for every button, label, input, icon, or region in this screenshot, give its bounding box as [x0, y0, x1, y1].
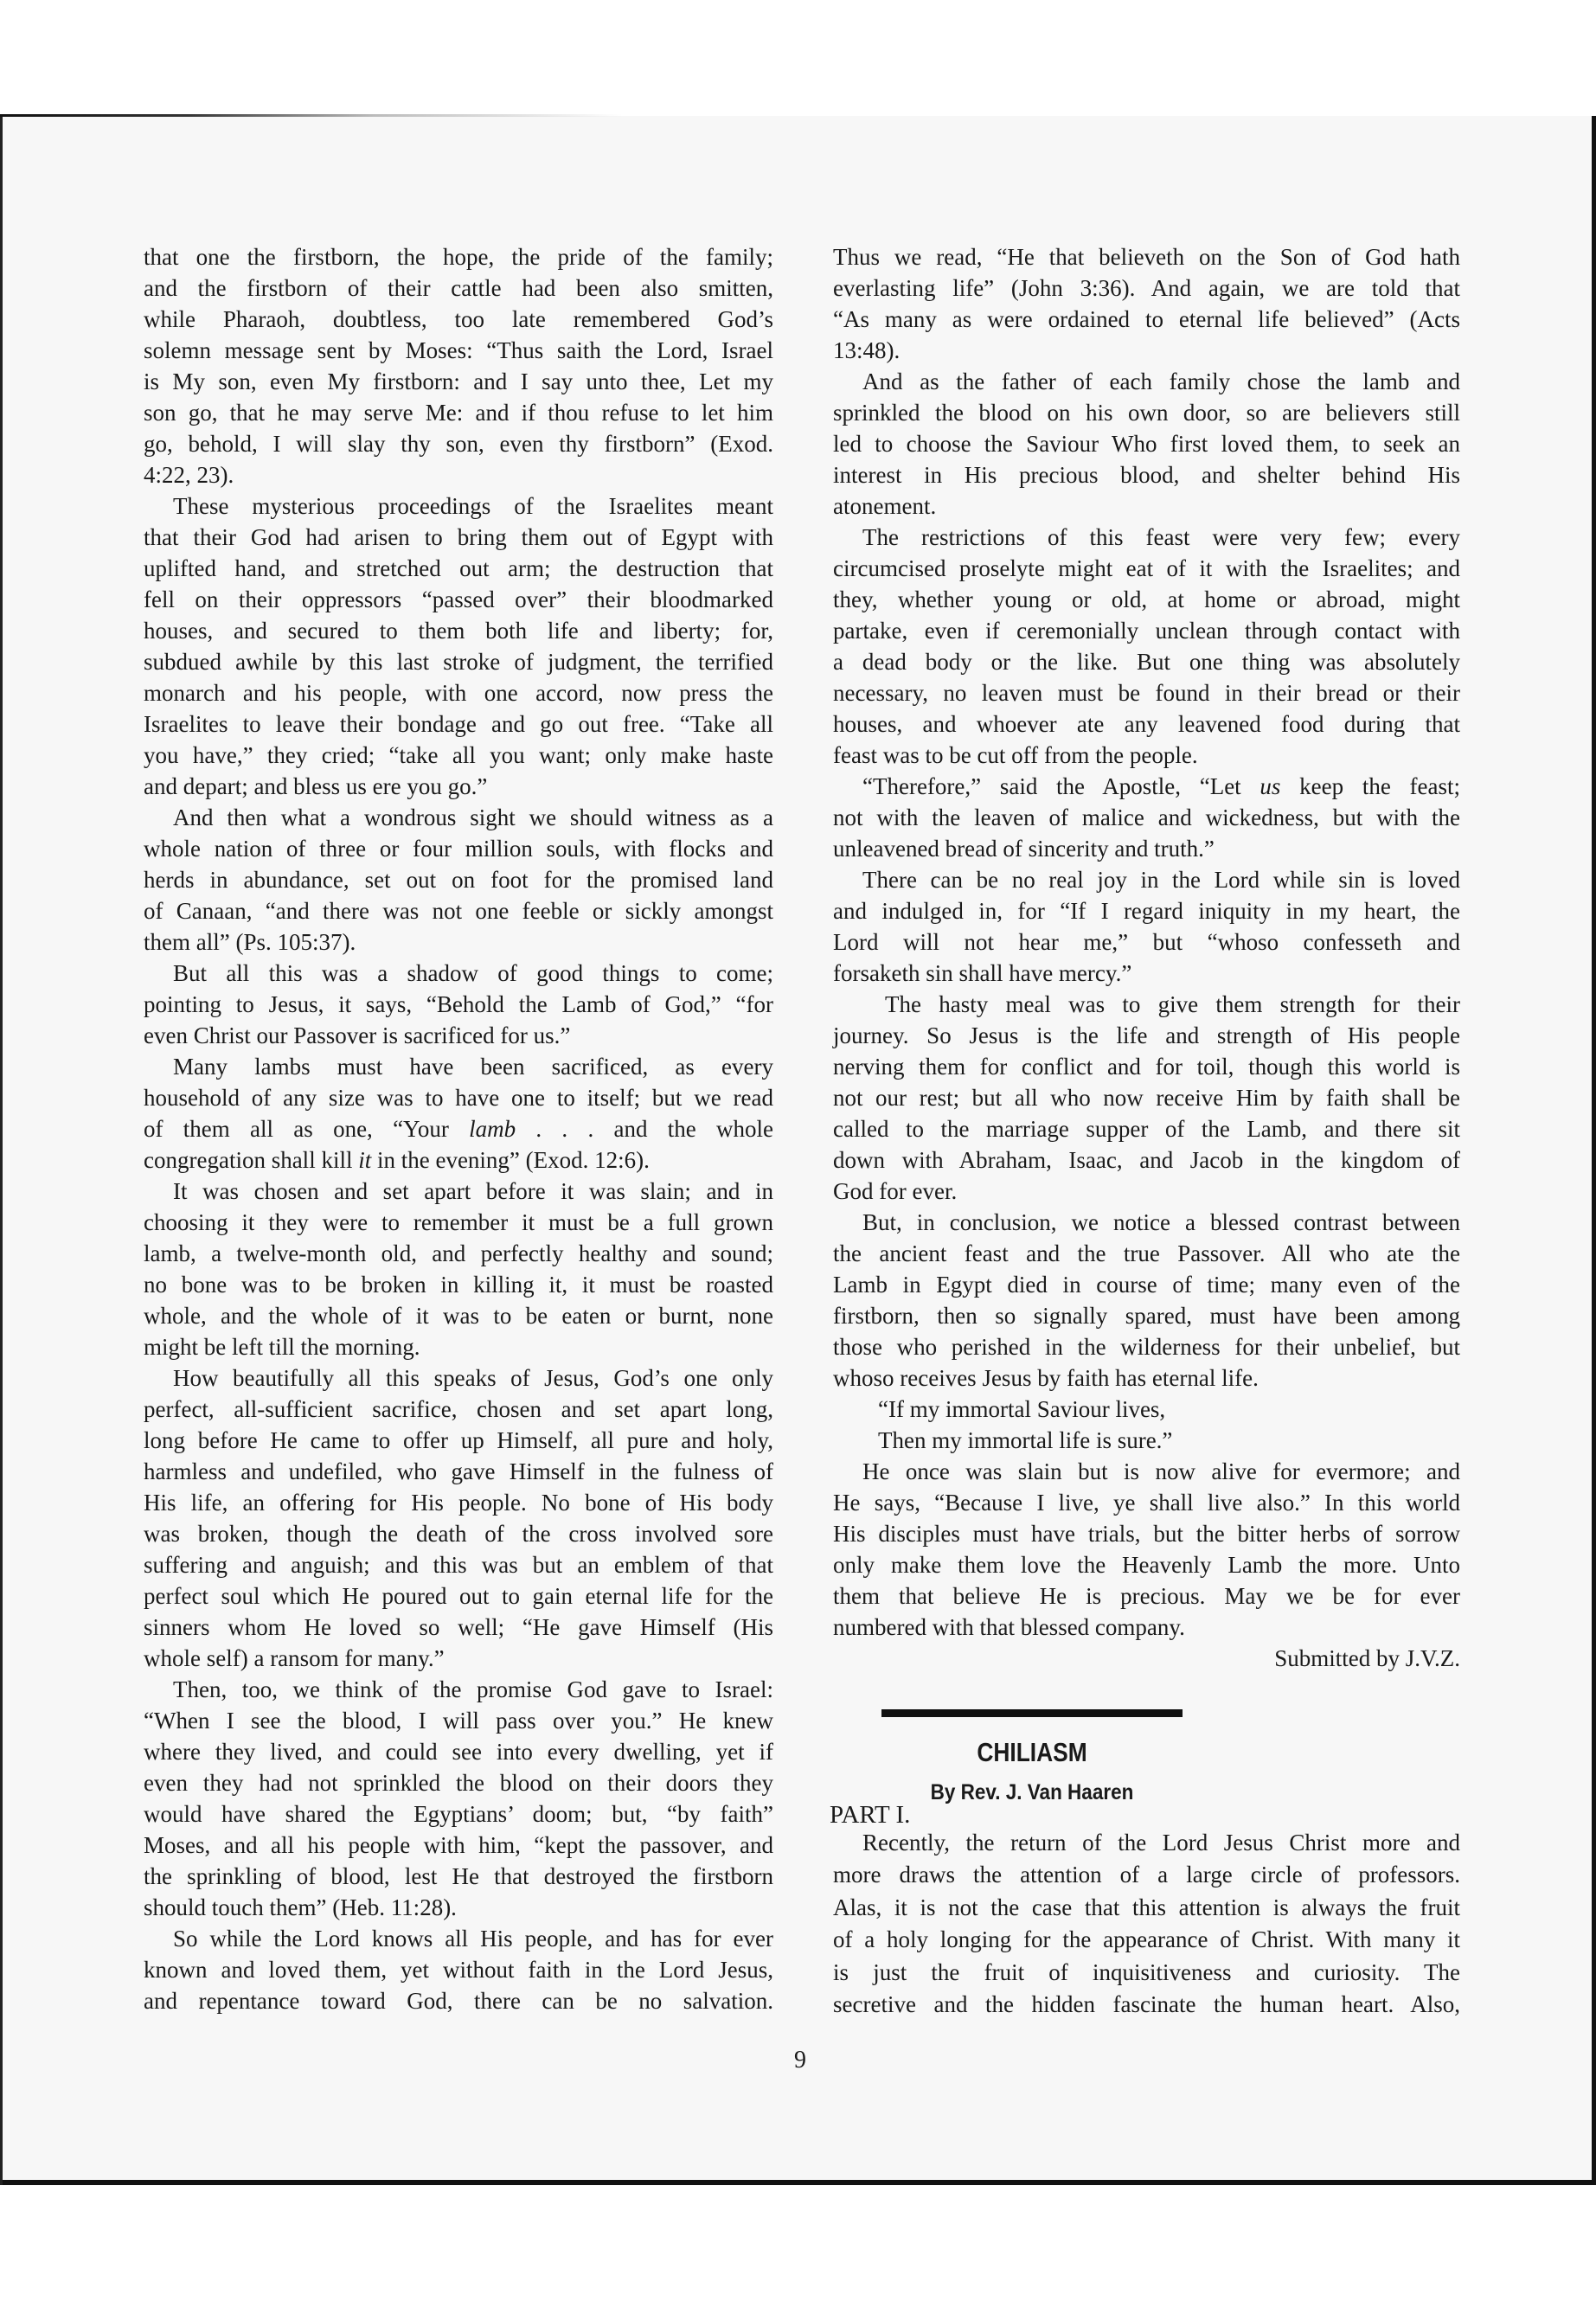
paragraph: [144, 1051, 773, 1176]
text-span: keep the feast;: [1280, 773, 1460, 799]
text-line: Many lambs must have been sacrificed, as every: [173, 1054, 773, 1080]
text-line: Lamb in Egypt died in course of time; many even of the: [833, 1272, 1460, 1298]
right-column: [833, 241, 1460, 1674]
text-line: should touch them” (Heb. 11:28).: [144, 1894, 457, 1920]
article-byline: By Rev. J. Van Haaren: [930, 1780, 1134, 1804]
text-line: sprinkled the blood on his own door, so are believers still: [833, 400, 1460, 426]
text-line: feast was to be cut off from the people.: [833, 742, 1198, 768]
text-line: the ancient feast and the true Passover. All who ate the: [833, 1240, 1460, 1266]
text-line: whole, and the whole of it was to be eaten or burnt, none: [144, 1303, 773, 1329]
text-line: not with the leaven of malice and wickedness, but with the: [833, 804, 1460, 830]
text-line: led to choose the Saviour Who first loved them, to seek an: [833, 431, 1460, 457]
text-line: go, behold, I will slay thy son, even thy firstborn” (Exod.: [144, 431, 773, 457]
page-number: 9: [794, 2047, 806, 2073]
article-title: CHILIASM: [977, 1737, 1087, 1767]
text-line: and the firstborn of their cattle had been also smitten,: [144, 275, 773, 301]
text-line: subdued awhile by this last stroke of judgment, the terrified: [144, 649, 773, 675]
text-line: The hasty meal was to give them strength for their: [885, 991, 1460, 1017]
left-column: [144, 241, 773, 2016]
paragraph: [144, 1176, 773, 1362]
text-line: sinners whom He loved so well; “He gave Himself (His: [144, 1614, 773, 1640]
signature: [833, 1643, 1460, 1674]
text-span: of them all as one, “Your: [144, 1116, 470, 1142]
text-line: even they had not sprinkled the blood on their doors they: [144, 1770, 773, 1796]
text-line: harmless and undefiled, who gave Himself in the fulness of: [144, 1458, 773, 1484]
text-line: would have shared the Egyptians’ doom; but, “by faith”: [144, 1801, 773, 1827]
text-line: numbered with that blessed company.: [833, 1614, 1185, 1640]
text-line: firstborn, then so signally spared, must have been among: [833, 1303, 1460, 1329]
text-line: not our rest; but all who now receive Him by faith shall be: [833, 1085, 1460, 1111]
text-line: the sprinkling of blood, lest He that destroyed the firstborn: [144, 1863, 773, 1889]
paragraph: [833, 366, 1460, 522]
text-line: 13:48).: [833, 337, 901, 363]
text-line: whoso receives Jesus by faith has eternal life.: [833, 1365, 1259, 1391]
paragraph: [144, 490, 773, 802]
text-line: God for ever.: [833, 1178, 958, 1204]
text-line: [833, 771, 1460, 802]
text-line: they, whether young or old, at home or abroad, might: [833, 586, 1460, 612]
text-line: while Pharaoh, doubtless, too late remembered God’s: [144, 306, 773, 332]
text-line: journey. So Jesus is the life and strength of His people: [833, 1022, 1460, 1048]
text-line: forsaketh sin shall have mercy.”: [833, 960, 1132, 986]
text-line: no bone was to be broken in killing it, it must be roasted: [144, 1272, 773, 1298]
text-line: might be left till the morning.: [144, 1334, 420, 1360]
paragraph: [144, 958, 773, 1051]
text-line: perfect, all-sufficient sacrifice, chosen and set apart long,: [144, 1396, 773, 1422]
text-line: The restrictions of this feast were very few; every: [862, 524, 1460, 550]
text-line: son go, that he may serve Me: and if thou refuse to let him: [144, 400, 773, 426]
paragraph: [144, 1923, 773, 2016]
text-span: “Therefore,” said the Apostle, “Let: [862, 773, 1260, 799]
text-line: of a holy longing for the appearance of Christ. With many it: [833, 1926, 1460, 1953]
paragraph: [144, 802, 773, 958]
text-span: . . . and the whole: [516, 1116, 773, 1142]
italic-text: it: [358, 1147, 372, 1173]
text-line: long before He came to offer up Himself, all pure and holy,: [144, 1427, 773, 1453]
text-line: “As many as were ordained to eternal life believed” (Acts: [833, 306, 1460, 332]
text-line: a dead body or the like. But one thing was absolutely: [833, 649, 1460, 675]
text-line: pointing to Jesus, it says, “Behold the Lamb of God,” “for: [144, 991, 773, 1017]
text-line: that one the firstborn, the hope, the pride of the family;: [144, 244, 773, 270]
text-line: And as the father of each family chose the lamb and: [862, 369, 1460, 394]
verse-quote: [833, 1394, 1460, 1456]
article-part-label: PART I.: [830, 1801, 911, 1829]
text-line: partake, even if ceremonially unclean through contact with: [833, 618, 1460, 644]
text-line: These mysterious proceedings of the Israelites meant: [173, 493, 773, 519]
text-line: circumcised proselyte might eat of it with the Israelites; and: [833, 555, 1460, 581]
text-line: more draws the attention of a large circle of professors.: [833, 1862, 1460, 1888]
text-line: even Christ our Passover is sacrificed for us.”: [144, 1022, 571, 1048]
text-line: suffering and anguish; and this was but an emblem of that: [144, 1552, 773, 1578]
text-line: interest in His precious blood, and shelter behind His: [833, 462, 1460, 488]
text-line: He once was slain but is now alive for evermore; and: [862, 1458, 1460, 1484]
text-line: houses, and whoever ate any leavened food during that: [833, 711, 1460, 737]
text-line: How beautifully all this speaks of Jesus, God’s one only: [173, 1365, 773, 1391]
text-line: But all this was a shadow of good things to come;: [173, 960, 773, 986]
text-line: whole self) a ransom for many.”: [144, 1645, 445, 1671]
text-line: and repentance toward God, there can be no salvation.: [144, 1988, 773, 2014]
text-line: whole nation of three or four million souls, with flocks and: [144, 836, 773, 862]
text-line: called to the marriage supper of the Lamb, and there sit: [833, 1116, 1460, 1142]
paragraph: [144, 241, 773, 490]
text-line: Lord will not hear me,” but “whoso confesseth and: [833, 929, 1460, 955]
text-line: So while the Lord knows all His people, and has for ever: [173, 1926, 773, 1952]
text-line: Submitted by J.V.Z.: [1274, 1645, 1460, 1671]
text-line: herds in abundance, set out on foot for the promised land: [144, 867, 773, 893]
paragraph: [144, 1674, 773, 1923]
text-line: It was chosen and set apart before it was slain; and in: [173, 1178, 773, 1204]
section-divider-rule: [881, 1709, 1183, 1717]
text-line: [144, 1113, 773, 1144]
text-line: and depart; and bless us ere you go.”: [144, 773, 488, 799]
text-line: only make them love the Heavenly Lamb the more. Unto: [833, 1552, 1460, 1578]
page-edge-left: [0, 116, 3, 2185]
text-line: solemn message sent by Moses: “Thus saith the Lord, Israel: [144, 337, 773, 363]
italic-text: us: [1259, 773, 1281, 799]
text-line: monarch and his people, with one accord, now press the: [144, 680, 773, 706]
text-line: His life, an offering for His people. No bone of His body: [144, 1490, 773, 1516]
text-line: lamb, a twelve-month old, and perfectly healthy and sound;: [144, 1240, 773, 1266]
paragraph: [144, 1362, 773, 1674]
text-line: that their God had arisen to bring them out of Egypt with: [144, 524, 773, 550]
paragraph: [833, 771, 1460, 864]
text-line: was broken, though the death of the cross involved sore: [144, 1521, 773, 1547]
text-line: Moses, and all his people with him, “kept the passover, and: [144, 1832, 773, 1858]
text-line: household of any size was to have one to itself; but we read: [144, 1085, 773, 1111]
text-line: down with Abraham, Isaac, and Jacob in the kingdom of: [833, 1147, 1460, 1173]
text-line: where they lived, and could see into every dwelling, yet if: [144, 1739, 773, 1765]
paragraph: [833, 864, 1460, 989]
text-line: “When I see the blood, I will pass over you.” He knew: [144, 1708, 773, 1734]
text-line: And then what a wondrous sight we should witness as a: [173, 804, 773, 830]
text-line: Then, too, we think of the promise God gave to Israel:: [173, 1676, 773, 1702]
text-line: nerving them for conflict and for toil, though this world is: [833, 1054, 1460, 1080]
text-line: [144, 1144, 773, 1176]
text-line: atonement.: [833, 493, 937, 519]
text-line: He says, “Because I live, ye shall live also.” In this world: [833, 1490, 1460, 1516]
text-line: perfect soul which He poured out to gain eternal life for the: [144, 1583, 773, 1609]
text-line: Thus we read, “He that believeth on the Son of God hath: [833, 244, 1460, 270]
text-line: of Canaan, “and there was not one feeble or sickly amongst: [144, 898, 773, 924]
text-line: those who perished in the wilderness for their unbelief, but: [833, 1334, 1460, 1360]
text-span: in the evening” (Exod. 12:6).: [371, 1147, 650, 1173]
text-line: Israelites to leave their bondage and go out free. “Take all: [144, 711, 773, 737]
page-edge-top: [0, 114, 623, 117]
paragraph: [833, 1827, 1460, 2021]
text-line: fell on their oppressors “passed over” their bloodmarked: [144, 586, 773, 612]
text-line: Then my immortal life is sure.”: [878, 1427, 1173, 1453]
article-body: [833, 1827, 1460, 2021]
text-line: Alas, it is not the case that this attention is always the fruit: [833, 1894, 1460, 1920]
text-line: known and loved them, yet without faith in the Lord Jesus,: [144, 1957, 773, 1983]
text-span: congregation shall kill: [144, 1147, 359, 1173]
text-line: His disciples must have trials, but the bitter herbs of sorrow: [833, 1521, 1460, 1547]
text-line: But, in conclusion, we notice a blessed contrast between: [862, 1209, 1460, 1235]
text-line: uplifted hand, and stretched out arm; the destruction that: [144, 555, 773, 581]
text-line: secretive and the hidden fascinate the human heart. Also,: [833, 1990, 1460, 2017]
text-line: Recently, the return of the Lord Jesus Christ more and: [862, 1830, 1460, 1856]
text-line: “If my immortal Saviour lives,: [878, 1396, 1166, 1422]
paragraph: [833, 522, 1460, 771]
text-line: houses, and secured to them both life and liberty; for,: [144, 618, 773, 644]
text-line: is My son, even My firstborn: and I say unto thee, Let my: [144, 369, 773, 394]
text-line: them all” (Ps. 105:37).: [144, 929, 356, 955]
text-line: everlasting life” (John 3:36). And again, we are told that: [833, 275, 1460, 301]
paragraph: [833, 989, 1460, 1207]
text-line: them that believe He is precious. May we be for ever: [833, 1583, 1460, 1609]
paragraph: [833, 241, 1460, 366]
text-line: 4:22, 23).: [144, 462, 234, 488]
paragraph: [833, 1207, 1460, 1394]
text-line: unleavened bread of sincerity and truth.”: [833, 836, 1215, 862]
text-line: and indulged in, for “If I regard iniquity in my heart, the: [833, 898, 1460, 924]
text-line: choosing it they were to remember it must be a full grown: [144, 1209, 773, 1235]
italic-text: lamb: [469, 1116, 516, 1142]
text-line: There can be no real joy in the Lord while sin is loved: [862, 867, 1460, 893]
text-line: you have,” they cried; “take all you want; only make haste: [144, 742, 773, 768]
text-line: is just the fruit of inquisitiveness and curiosity. The: [833, 1958, 1460, 1985]
text-line: necessary, no leaven must be found in their bread or their: [833, 680, 1460, 706]
paragraph: [833, 1456, 1460, 1643]
